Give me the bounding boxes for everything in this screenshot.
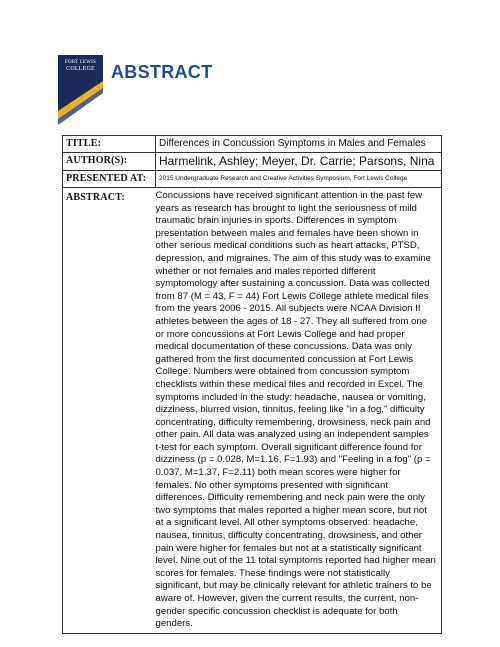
- logo-line-1: FORT LEWIS: [65, 60, 96, 65]
- abstract-table: [62, 135, 442, 634]
- title-value: Differences in Concussion Symptoms in Males and Females: [156, 136, 442, 153]
- presented-row: [63, 171, 442, 188]
- page-heading: ABSTRACT: [111, 62, 213, 82]
- title-row: [63, 136, 442, 153]
- author-row: [63, 153, 442, 171]
- abstract-text: Concussions have received significant attention in the past few years as research has brought to light the seriousness of mild traumatic brain injuries in sports. Differences in symptom presentation between males and females have been shown in other serious medical conditions such as heart attacks, PTSD, depression, and migraines. The aim of this study was to examine whether or not females and males reported different symptomology after sustaining a concussion. Data was collected from 87 (M = 43, F = 44) Fort Lewis College athlete medical files from the years 2006 - 2015. All subjects were NCAA Division II athletes between the ages of 18 - 27. They all suffered from one or more concussions at Fort Lewis College and had proper medical documentation of these concussions. Data was only gathered from the first documented concussion at Fort Lewis College. Numbers were obtained from concussion symptom checklists within these medical files and recorded in Excel. The symptoms included in the study: headache, nausea or vomiting, dizziness, blurred vision, tinnitus, feeling like "in a fog," difficulty concentrating, difficulty remembering, drowsiness, neck pain and other pain. All data was analyzed using an independent samples t-test for each symptom. Overall significant difference found for dizziness (p = 0.028, M=1.16, F=1.93) and "Feeling in a fog" (p = 0.037, M=1.37, F=2.11) both mean scores were higher for females. No other symptoms presented with significant differences. Difficulty remembering and neck pain were the only two symptoms that males reported a higher mean score, but not at a significant level. All other symptoms observed: headache, nausea, tinnitus, difficulty concentrating, drowsiness, and other pain were higher for females but not at a statistically significant level. Nine out of the 11 total symptoms reported had higher mean scores for females. These findings were not statistically significant, but may be clinically relevant for athletic trainers to be aware of. However, given the current results, the current, non-gender specific concussion checklist is adequate for both genders.: [156, 188, 442, 634]
- author-label: AUTHOR(S):: [63, 153, 156, 171]
- presented-label: PRESENTED AT:: [63, 171, 156, 188]
- author-value: Harmelink, Ashley; Meyer, Dr. Carrie; Parsons, Nina: [156, 153, 442, 171]
- abstract-label: ABSTRACT:: [63, 188, 156, 634]
- logo-line-2: COLLEGE: [66, 66, 95, 72]
- title-label: TITLE:: [63, 136, 156, 153]
- presented-value: 2015 Undergraduate Research and Creative Activities Symposium, Fort Lewis College: [156, 171, 442, 188]
- college-logo: [58, 55, 103, 125]
- abstract-row: [63, 188, 442, 634]
